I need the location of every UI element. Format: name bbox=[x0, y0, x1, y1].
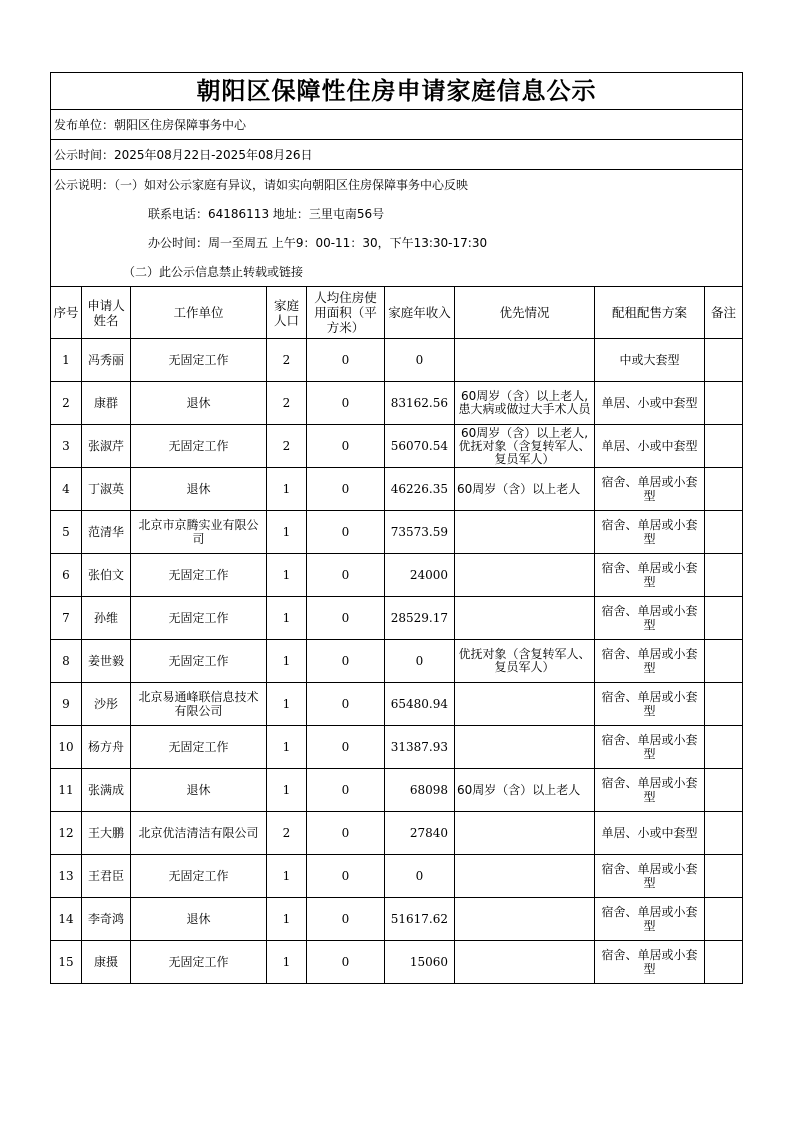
cell-work: 无固定工作 bbox=[131, 726, 267, 769]
cell-priority: 60周岁（含）以上老人,优抚对象（含复转军人、复员军人） bbox=[455, 425, 595, 468]
cell-note bbox=[705, 726, 743, 769]
cell-note bbox=[705, 683, 743, 726]
cell-area: 0 bbox=[307, 511, 385, 554]
cell-priority: 60周岁（含）以上老人 bbox=[455, 468, 595, 511]
cell-no: 10 bbox=[51, 726, 82, 769]
cell-name: 姜世毅 bbox=[82, 640, 131, 683]
cell-priority bbox=[455, 511, 595, 554]
cell-priority bbox=[455, 554, 595, 597]
cell-work: 无固定工作 bbox=[131, 941, 267, 984]
table-row bbox=[51, 769, 743, 812]
cell-note bbox=[705, 382, 743, 425]
table-row bbox=[51, 339, 743, 382]
table-row bbox=[51, 683, 743, 726]
cell-income: 51617.62 bbox=[385, 898, 455, 941]
header-work: 工作单位 bbox=[131, 287, 267, 339]
cell-population: 1 bbox=[267, 511, 307, 554]
cell-plan: 中或大套型 bbox=[595, 339, 705, 382]
cell-note bbox=[705, 554, 743, 597]
cell-population: 1 bbox=[267, 468, 307, 511]
cell-area: 0 bbox=[307, 769, 385, 812]
cell-name: 孙维 bbox=[82, 597, 131, 640]
cell-priority: 60周岁（含）以上老人 bbox=[455, 769, 595, 812]
cell-population: 1 bbox=[267, 726, 307, 769]
cell-name: 丁淑英 bbox=[82, 468, 131, 511]
cell-plan: 宿舍、单居或小套型 bbox=[595, 554, 705, 597]
cell-area: 0 bbox=[307, 468, 385, 511]
table-row bbox=[51, 511, 743, 554]
cell-no: 15 bbox=[51, 941, 82, 984]
cell-work: 无固定工作 bbox=[131, 339, 267, 382]
cell-plan: 宿舍、单居或小套型 bbox=[595, 468, 705, 511]
cell-area: 0 bbox=[307, 898, 385, 941]
table-row bbox=[51, 597, 743, 640]
cell-work: 北京优洁清洁有限公司 bbox=[131, 812, 267, 855]
cell-plan: 单居、小或中套型 bbox=[595, 425, 705, 468]
table-row bbox=[51, 425, 743, 468]
cell-area: 0 bbox=[307, 683, 385, 726]
cell-priority: 60周岁（含）以上老人,患大病或做过大手术人员 bbox=[455, 382, 595, 425]
table-row bbox=[51, 726, 743, 769]
cell-income: 65480.94 bbox=[385, 683, 455, 726]
cell-note bbox=[705, 425, 743, 468]
header-name: 申请人姓名 bbox=[82, 287, 131, 339]
cell-population: 1 bbox=[267, 769, 307, 812]
cell-income: 73573.59 bbox=[385, 511, 455, 554]
cell-income: 0 bbox=[385, 640, 455, 683]
cell-income: 28529.17 bbox=[385, 597, 455, 640]
cell-plan: 宿舍、单居或小套型 bbox=[595, 511, 705, 554]
cell-no: 2 bbox=[51, 382, 82, 425]
cell-income: 27840 bbox=[385, 812, 455, 855]
cell-income: 0 bbox=[385, 339, 455, 382]
cell-work: 退休 bbox=[131, 382, 267, 425]
header-no: 序号 bbox=[51, 287, 82, 339]
cell-no: 3 bbox=[51, 425, 82, 468]
table-row bbox=[51, 898, 743, 941]
cell-work: 退休 bbox=[131, 898, 267, 941]
cell-income: 31387.93 bbox=[385, 726, 455, 769]
header-plan: 配租配售方案 bbox=[595, 287, 705, 339]
header-population: 家庭人口 bbox=[267, 287, 307, 339]
cell-area: 0 bbox=[307, 855, 385, 898]
table-row bbox=[51, 855, 743, 898]
cell-priority bbox=[455, 855, 595, 898]
cell-name: 康群 bbox=[82, 382, 131, 425]
cell-no: 1 bbox=[51, 339, 82, 382]
cell-plan: 宿舍、单居或小套型 bbox=[595, 726, 705, 769]
cell-name: 杨方舟 bbox=[82, 726, 131, 769]
cell-work: 退休 bbox=[131, 468, 267, 511]
cell-area: 0 bbox=[307, 812, 385, 855]
table-row bbox=[51, 941, 743, 984]
cell-work: 无固定工作 bbox=[131, 425, 267, 468]
note-line-3: 办公时间：周一至周五 上午9：00-11：30，下午13:30-17:30 bbox=[51, 228, 743, 257]
cell-name: 沙彤 bbox=[82, 683, 131, 726]
cell-population: 2 bbox=[267, 339, 307, 382]
cell-plan: 宿舍、单居或小套型 bbox=[595, 597, 705, 640]
cell-note bbox=[705, 855, 743, 898]
cell-name: 张满成 bbox=[82, 769, 131, 812]
cell-population: 2 bbox=[267, 425, 307, 468]
cell-area: 0 bbox=[307, 339, 385, 382]
cell-work: 北京市京腾实业有限公司 bbox=[131, 511, 267, 554]
cell-name: 范清华 bbox=[82, 511, 131, 554]
cell-no: 13 bbox=[51, 855, 82, 898]
cell-population: 1 bbox=[267, 554, 307, 597]
cell-income: 46226.35 bbox=[385, 468, 455, 511]
cell-plan: 宿舍、单居或小套型 bbox=[595, 640, 705, 683]
table-row bbox=[51, 468, 743, 511]
cell-note bbox=[705, 812, 743, 855]
cell-income: 83162.56 bbox=[385, 382, 455, 425]
cell-priority bbox=[455, 597, 595, 640]
notice-table bbox=[50, 72, 743, 984]
cell-area: 0 bbox=[307, 597, 385, 640]
cell-note bbox=[705, 640, 743, 683]
cell-no: 4 bbox=[51, 468, 82, 511]
cell-name: 张伯文 bbox=[82, 554, 131, 597]
cell-note bbox=[705, 339, 743, 382]
cell-name: 李奇鸿 bbox=[82, 898, 131, 941]
cell-priority bbox=[455, 941, 595, 984]
cell-plan: 单居、小或中套型 bbox=[595, 382, 705, 425]
cell-priority bbox=[455, 683, 595, 726]
page-title: 朝阳区保障性住房申请家庭信息公示 bbox=[51, 73, 743, 110]
cell-name: 王君臣 bbox=[82, 855, 131, 898]
cell-work: 无固定工作 bbox=[131, 640, 267, 683]
period-line: 公示时间：2025年08月22日-2025年08月26日 bbox=[51, 140, 743, 170]
cell-income: 24000 bbox=[385, 554, 455, 597]
header-income: 家庭年收入 bbox=[385, 287, 455, 339]
note-line-4: （二）此公示信息禁止转载或链接 bbox=[51, 257, 743, 287]
cell-area: 0 bbox=[307, 640, 385, 683]
cell-note bbox=[705, 898, 743, 941]
cell-plan: 宿舍、单居或小套型 bbox=[595, 769, 705, 812]
cell-no: 9 bbox=[51, 683, 82, 726]
cell-income: 68098 bbox=[385, 769, 455, 812]
cell-no: 7 bbox=[51, 597, 82, 640]
table-row bbox=[51, 812, 743, 855]
cell-priority bbox=[455, 726, 595, 769]
cell-income: 0 bbox=[385, 855, 455, 898]
cell-note bbox=[705, 941, 743, 984]
cell-area: 0 bbox=[307, 941, 385, 984]
table-header-row bbox=[51, 287, 743, 339]
cell-area: 0 bbox=[307, 726, 385, 769]
cell-priority: 优抚对象（含复转军人、复员军人） bbox=[455, 640, 595, 683]
cell-note bbox=[705, 597, 743, 640]
cell-work: 无固定工作 bbox=[131, 597, 267, 640]
cell-name: 康摄 bbox=[82, 941, 131, 984]
header-priority: 优先情况 bbox=[455, 287, 595, 339]
cell-income: 15060 bbox=[385, 941, 455, 984]
cell-no: 5 bbox=[51, 511, 82, 554]
cell-population: 1 bbox=[267, 597, 307, 640]
table-row bbox=[51, 382, 743, 425]
cell-population: 1 bbox=[267, 683, 307, 726]
cell-population: 1 bbox=[267, 941, 307, 984]
cell-population: 2 bbox=[267, 812, 307, 855]
header-note: 备注 bbox=[705, 287, 743, 339]
cell-priority bbox=[455, 339, 595, 382]
cell-population: 1 bbox=[267, 855, 307, 898]
note-line-1: 公示说明：（一）如对公示家庭有异议，请如实向朝阳区住房保障事务中心反映 bbox=[51, 170, 743, 200]
cell-income: 56070.54 bbox=[385, 425, 455, 468]
cell-name: 王大鹏 bbox=[82, 812, 131, 855]
cell-population: 1 bbox=[267, 898, 307, 941]
note-line-2: 联系电话：64186113 地址：三里屯南56号 bbox=[51, 199, 743, 228]
cell-note bbox=[705, 769, 743, 812]
cell-no: 6 bbox=[51, 554, 82, 597]
notice-sheet bbox=[50, 72, 742, 984]
cell-name: 冯秀丽 bbox=[82, 339, 131, 382]
cell-population: 1 bbox=[267, 640, 307, 683]
cell-priority bbox=[455, 812, 595, 855]
cell-work: 退休 bbox=[131, 769, 267, 812]
cell-name: 张淑芹 bbox=[82, 425, 131, 468]
cell-work: 北京易通峰联信息技术有限公司 bbox=[131, 683, 267, 726]
cell-plan: 宿舍、单居或小套型 bbox=[595, 855, 705, 898]
cell-priority bbox=[455, 898, 595, 941]
cell-population: 2 bbox=[267, 382, 307, 425]
publisher-line: 发布单位：朝阳区住房保障事务中心 bbox=[51, 110, 743, 140]
table-row bbox=[51, 554, 743, 597]
cell-plan: 宿舍、单居或小套型 bbox=[595, 898, 705, 941]
cell-no: 14 bbox=[51, 898, 82, 941]
cell-note bbox=[705, 511, 743, 554]
cell-plan: 单居、小或中套型 bbox=[595, 812, 705, 855]
cell-note bbox=[705, 468, 743, 511]
cell-no: 8 bbox=[51, 640, 82, 683]
cell-no: 11 bbox=[51, 769, 82, 812]
cell-area: 0 bbox=[307, 554, 385, 597]
cell-plan: 宿舍、单居或小套型 bbox=[595, 683, 705, 726]
cell-work: 无固定工作 bbox=[131, 855, 267, 898]
header-area: 人均住房使用面积（平方米） bbox=[307, 287, 385, 339]
cell-area: 0 bbox=[307, 382, 385, 425]
table-row bbox=[51, 640, 743, 683]
cell-no: 12 bbox=[51, 812, 82, 855]
cell-work: 无固定工作 bbox=[131, 554, 267, 597]
cell-plan: 宿舍、单居或小套型 bbox=[595, 941, 705, 984]
cell-area: 0 bbox=[307, 425, 385, 468]
